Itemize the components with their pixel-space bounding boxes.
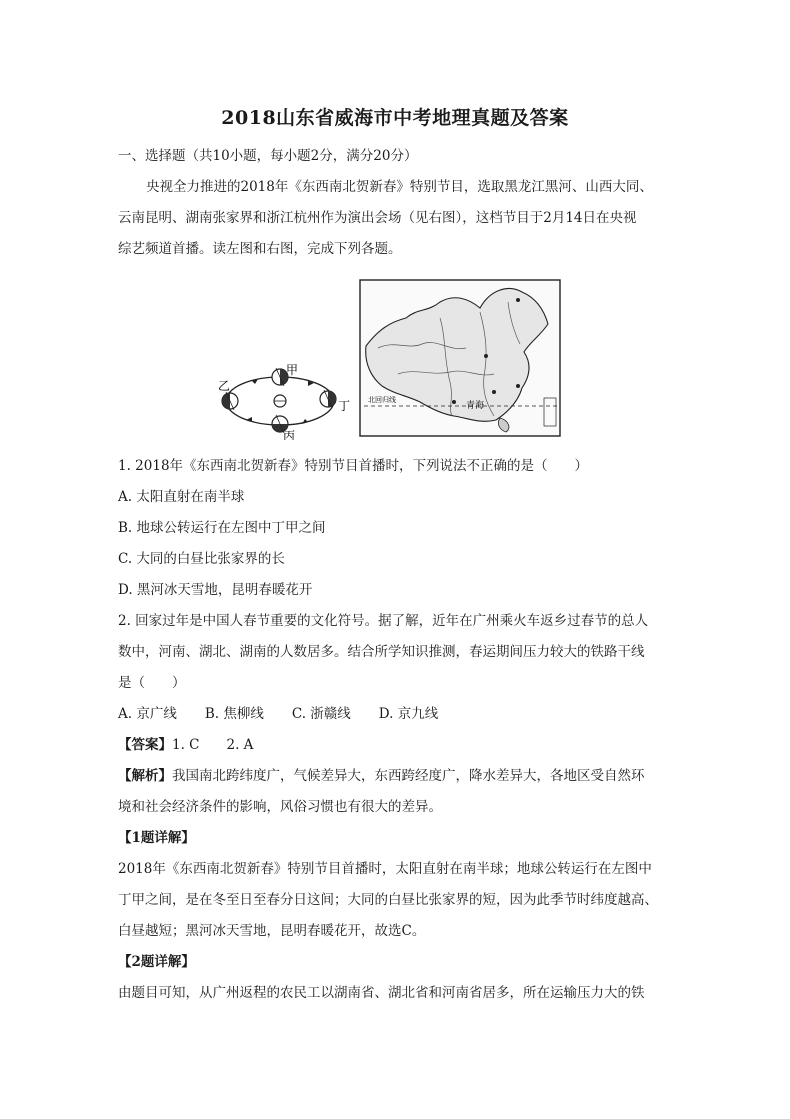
intro-line-3: 综艺频道首播。读左图和右图，完成下列各题。 [118,241,402,257]
q2-stem-line-3: 是（ ） [118,675,186,691]
label-ding: 丁 [338,399,351,413]
map-label-tropic: 北回归线 [368,396,396,404]
q1-option-d: D. 黑河冰天雪地，昆明春暖花开 [118,582,313,598]
q2-option-c: C. 浙赣线 [291,706,351,722]
label-jia: 甲 [286,363,299,377]
analysis-label: 【解析】 [118,768,172,784]
q1-option-c: C. 大同的白昼比张家界的长 [118,551,285,567]
section-header: 一、选择题（共10小题，每小题2分，满分20分） [118,148,418,164]
q2-option-d: D. 京九线 [378,706,439,722]
label-yi: 乙 [218,379,231,393]
detail1-line-3: 白昼越短；黑河冰天雪地，昆明春暖花开，故选C。 [118,923,426,939]
q2-option-b: B. 焦柳线 [204,706,264,722]
detail1-line-1: 2018年《东西南北贺新春》特别节目首播时，太阳直射在南半球；地球公转运行在左图中 [118,861,652,877]
q1-option-b: B. 地球公转运行在左图中丁甲之间 [118,520,326,536]
answer-line [118,735,678,755]
answer-label: 【答案】 [118,737,172,753]
china-map [360,280,560,436]
q2-options [118,704,678,724]
q1-stem: 1. 2018年《东西南北贺新春》特别节目首播时，下列说法不正确的是（ ） [118,458,589,474]
map-label-qinghai: 青海 [466,401,485,411]
detail2-label: 【2题详解】 [118,954,195,970]
earth-yi-icon [222,392,238,410]
q2-stem-line-1: 2. 回家过年是中国人春节重要的文化符号。据了解，近年在广州乘火车返乡过春节的总人 [118,613,649,629]
q2-stem-line-2: 数中，河南、湖北、湖南的人数居多。结合所学知识推测，春运期间压力较大的铁路干线 [118,644,645,660]
analysis-line-2: 境和社会经济条件的影响，风俗习惯也有很大的差异。 [118,799,442,815]
detail2-line-1: 由题目可知，从广州返程的农民工以湖南省、湖北省和河南省居多，所在运输压力大的铁 [118,985,645,1001]
q2-option-a: A. 京广线 [118,706,177,722]
earth-ding-icon [320,390,336,408]
question-figure [218,278,564,440]
analysis-text-1: 我国南北跨纬度广，气候差异大，东西跨经度广，降水差异大，各地区受自然环 [172,768,645,784]
label-bing: 丙 [283,429,296,440]
answer-text: 1. C 2. A [172,737,254,753]
detail1-label: 【1题详解】 [118,830,195,846]
intro-line-1: 央视全力推进的2018年《东西南北贺新春》特别节目，选取黑龙江黑河、山西大同、 [146,179,653,195]
analysis-line-1 [118,766,678,786]
q1-option-a: A. 太阳直射在南半球 [118,489,245,505]
page-title: 2018山东省威海市中考地理真题及答案 [221,107,569,129]
earth-orbit-diagram [218,363,350,440]
detail1-line-2: 丁甲之间，是在冬至日至春分日这间；大同的白昼比张家界的短，因为此季节时纬度越高、 [118,892,658,908]
intro-line-2: 云南昆明、湖南张家界和浙江杭州作为演出会场（见右图），这档节目于2月14日在央视 [118,210,637,226]
